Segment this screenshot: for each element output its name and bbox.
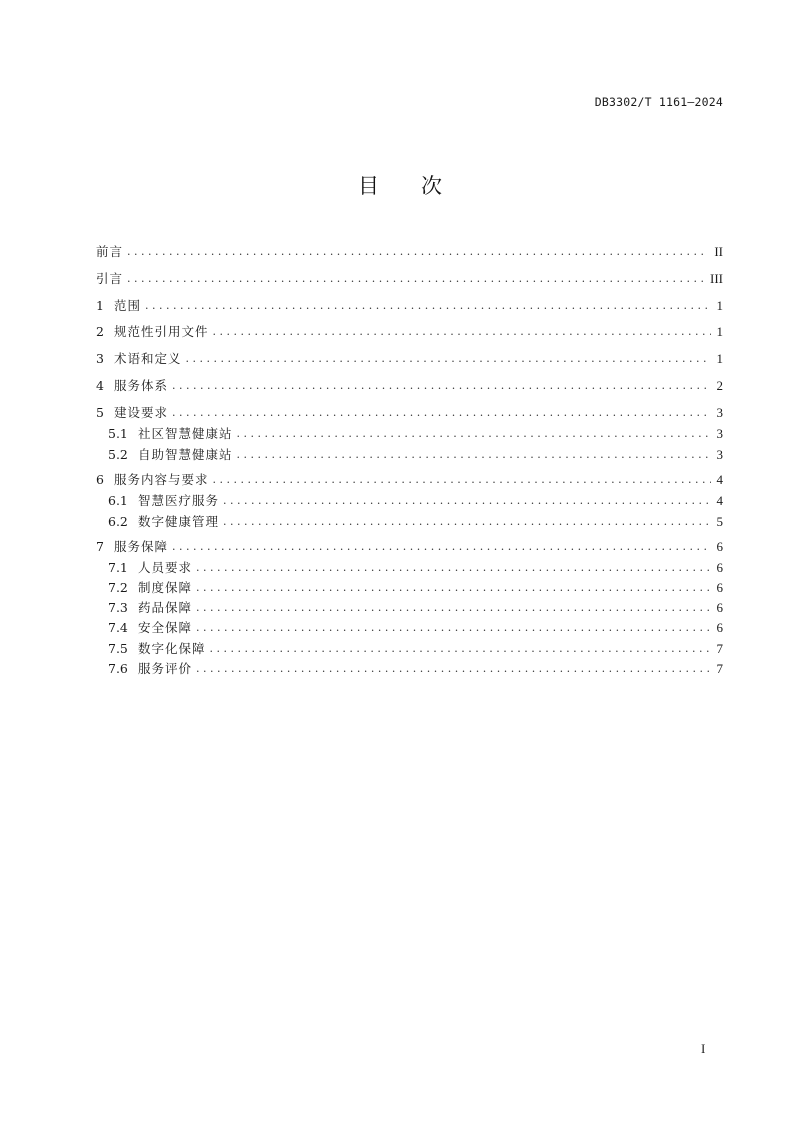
toc-dot-leader <box>237 426 711 442</box>
toc-dot-leader <box>127 271 704 287</box>
toc-page-number: 3 <box>716 426 723 441</box>
toc-dot-leader <box>196 661 710 677</box>
toc-dot-leader <box>172 539 710 555</box>
toc-dot-leader <box>213 472 711 488</box>
toc-dot-leader <box>127 244 708 260</box>
page-title <box>0 170 800 200</box>
toc-label: 服务评价 <box>138 661 193 676</box>
toc-page-number: 5 <box>716 514 723 529</box>
toc-page-number: II <box>714 244 723 259</box>
toc-entry-foreword[interactable] <box>96 244 723 260</box>
toc-entry-6-1[interactable] <box>108 493 723 509</box>
toc-page-number: 3 <box>716 405 723 420</box>
toc-number: 5.1 <box>108 426 128 441</box>
toc-entry-1[interactable] <box>96 298 723 314</box>
toc-dot-leader <box>196 580 710 596</box>
toc-entry-4[interactable] <box>96 378 723 394</box>
toc-number: 7 <box>96 539 104 554</box>
page-number: I <box>701 1041 706 1056</box>
toc-dot-leader <box>172 405 710 421</box>
toc-dot-leader <box>186 351 711 367</box>
toc-label: 服务保障 <box>114 539 169 554</box>
toc-number: 6.2 <box>108 514 128 529</box>
toc-label: 范围 <box>114 298 142 313</box>
toc-entry-7-1[interactable] <box>108 560 723 576</box>
toc-entry-6[interactable] <box>96 472 723 488</box>
toc-label: 术语和定义 <box>114 351 182 366</box>
document-code: DB3302/T 1161—2024 <box>594 95 723 109</box>
toc-number: 7.4 <box>108 620 128 635</box>
toc-dot-leader <box>196 560 710 576</box>
toc-page-number: 6 <box>716 539 723 554</box>
toc-dot-leader <box>196 600 710 616</box>
toc-dot-leader <box>196 620 710 636</box>
toc-label: 自助智慧健康站 <box>138 447 233 462</box>
toc-entry-6-2[interactable] <box>108 514 723 530</box>
toc-number: 4 <box>96 378 104 393</box>
toc-label: 规范性引用文件 <box>114 324 209 339</box>
toc-page-number: 6 <box>716 580 723 595</box>
toc-page-number: 7 <box>716 661 723 676</box>
toc-page-number: 6 <box>716 600 723 615</box>
toc-label: 服务内容与要求 <box>114 472 209 487</box>
toc-label: 智慧医疗服务 <box>138 493 220 508</box>
toc-number: 5 <box>96 405 104 420</box>
toc-entry-5[interactable] <box>96 405 723 421</box>
toc-number: 7.2 <box>108 580 128 595</box>
toc-label: 安全保障 <box>138 620 193 635</box>
toc-entry-7-3[interactable] <box>108 600 723 616</box>
toc-page-number: III <box>710 271 723 286</box>
toc-number: 7.5 <box>108 641 128 656</box>
toc-entry-introduction[interactable] <box>96 271 723 287</box>
toc-page-number: 2 <box>716 378 723 393</box>
toc-entry-5-2[interactable] <box>108 447 723 463</box>
toc-number: 7.1 <box>108 560 128 575</box>
toc-page-number: 1 <box>716 324 723 339</box>
toc-dot-leader <box>213 324 711 340</box>
toc-dot-leader <box>210 641 711 657</box>
toc-number: 3 <box>96 351 104 366</box>
toc-label: 前言 <box>96 244 124 259</box>
toc-entry-2[interactable] <box>96 324 723 340</box>
toc-page-number: 4 <box>716 493 723 508</box>
toc-entry-7[interactable] <box>96 539 723 555</box>
toc-number: 2 <box>96 324 104 339</box>
toc-entry-7-4[interactable] <box>108 620 723 636</box>
toc-entry-7-5[interactable] <box>108 641 723 657</box>
toc-page-number: 1 <box>716 298 723 313</box>
toc-number: 5.2 <box>108 447 128 462</box>
toc-entry-7-6[interactable] <box>108 661 723 677</box>
toc-label: 建设要求 <box>114 405 169 420</box>
toc-number: 7.6 <box>108 661 128 676</box>
toc-label: 服务体系 <box>114 378 169 393</box>
toc-page-number: 6 <box>716 620 723 635</box>
toc-entry-7-2[interactable] <box>108 580 723 596</box>
toc-number: 6.1 <box>108 493 128 508</box>
toc-page-number: 7 <box>716 641 723 656</box>
toc-label: 人员要求 <box>138 560 193 575</box>
toc-number: 1 <box>96 298 104 313</box>
toc-page-number: 6 <box>716 560 723 575</box>
toc-page-number: 1 <box>716 351 723 366</box>
toc-dot-leader <box>223 514 710 530</box>
toc-number: 7.3 <box>108 600 128 615</box>
title-char-2: 次 <box>421 174 442 198</box>
toc-label: 引言 <box>96 271 124 286</box>
toc-label: 制度保障 <box>138 580 193 595</box>
toc-entry-5-1[interactable] <box>108 426 723 442</box>
toc-dot-leader <box>237 447 711 463</box>
title-char-1: 目 <box>358 174 379 198</box>
toc-page-number: 3 <box>716 447 723 462</box>
toc-dot-leader <box>172 378 710 394</box>
toc-number: 6 <box>96 472 104 487</box>
toc-dot-leader <box>223 493 710 509</box>
toc-label: 药品保障 <box>138 600 193 615</box>
toc-label: 数字健康管理 <box>138 514 220 529</box>
toc-entry-3[interactable] <box>96 351 723 367</box>
toc-label: 数字化保障 <box>138 641 206 656</box>
toc-label: 社区智慧健康站 <box>138 426 233 441</box>
toc-page-number: 4 <box>716 472 723 487</box>
toc-dot-leader <box>145 298 710 314</box>
